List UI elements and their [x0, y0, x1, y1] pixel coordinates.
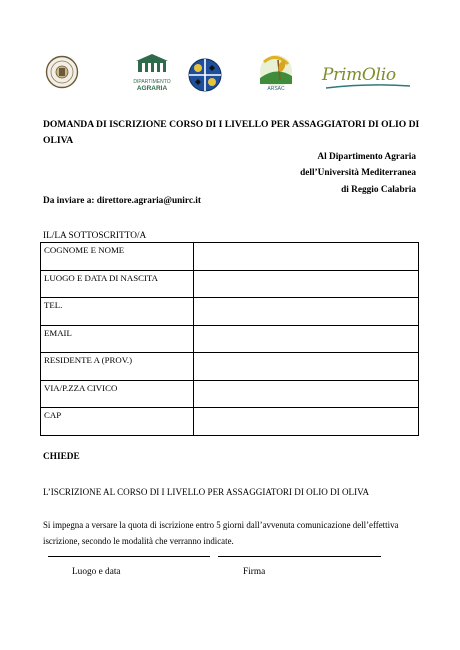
table-row	[41, 353, 419, 381]
field-value-residence[interactable]	[194, 353, 419, 381]
field-label-name: COGNOME E NOME	[41, 243, 194, 271]
primolio-logo	[322, 65, 414, 91]
applicant-form-table	[40, 242, 419, 436]
field-label-phone: TEL.	[41, 298, 194, 326]
field-label-cap: CAP	[41, 408, 194, 436]
recipient-line-1: Al Dipartimento Agraria	[317, 152, 416, 162]
regione-calabria-emblem-logo	[188, 57, 222, 93]
place-date-label: Luogo e data	[72, 567, 121, 577]
signature-line[interactable]	[218, 556, 381, 557]
recipient-line-2: dell’Università Mediterranea	[300, 168, 416, 179]
document-title: DOMANDA DI ISCRIZIONE CORSO DI I LIVELLO PER ASSAGGIATORI DI OLIO DI OLIVA	[43, 119, 420, 146]
payment-commitment-text: Si impegna a versare la quota di iscrizione entro 5 giorni dall’avvenuta comunicazione dell’effettiva iscrizione, secondo le modalità che verranno indicate.	[43, 520, 399, 546]
table-row	[41, 270, 419, 298]
field-value-name[interactable]	[194, 243, 419, 271]
unirc-seal-logo	[45, 55, 79, 89]
applicant-heading: IL/LA SOTTOSCRITTO/A	[43, 231, 147, 241]
recipient-line-3: di Reggio Calabria	[341, 184, 416, 195]
dipartimento-caption-2: AGRARIA	[136, 85, 168, 92]
building-icon	[136, 54, 168, 74]
place-date-line[interactable]	[48, 556, 210, 557]
table-row	[41, 243, 419, 271]
table-row	[41, 325, 419, 353]
field-value-address[interactable]	[194, 380, 419, 408]
request-heading: CHIEDE	[43, 452, 80, 462]
swoosh-icon	[322, 83, 414, 91]
table-row	[41, 380, 419, 408]
table-row	[41, 408, 419, 436]
field-value-email[interactable]	[194, 325, 419, 353]
field-value-phone[interactable]	[194, 298, 419, 326]
dipartimento-agraria-logo	[128, 54, 176, 92]
field-label-residence: RESIDENTE A (PROV.)	[41, 353, 194, 381]
send-to-email: Da inviare a: direttore.agraria@unirc.it	[43, 196, 201, 206]
field-label-birth: LUOGO E DATA DI NASCITA	[41, 270, 194, 298]
logo-strip	[40, 52, 420, 102]
dipartimento-caption-1: DIPARTIMENTO	[133, 79, 171, 85]
arsac-emblem-icon	[258, 54, 294, 88]
field-value-birth[interactable]	[194, 270, 419, 298]
primolio-text: PrimOlio	[322, 65, 396, 85]
field-label-address: VIA/P.ZZA CIVICO	[41, 380, 194, 408]
recipient-block	[300, 149, 416, 198]
enrollment-statement: L’ISCRIZIONE AL CORSO DI I LIVELLO PER ASSAGGIATORI DI OLIO DI OLIVA	[43, 487, 370, 497]
signature-label: Firma	[243, 567, 266, 577]
arsac-caption: ARSAC	[267, 86, 285, 92]
field-label-email: EMAIL	[41, 325, 194, 353]
table-row	[41, 298, 419, 326]
field-value-cap[interactable]	[194, 408, 419, 436]
arsac-logo	[254, 54, 298, 92]
